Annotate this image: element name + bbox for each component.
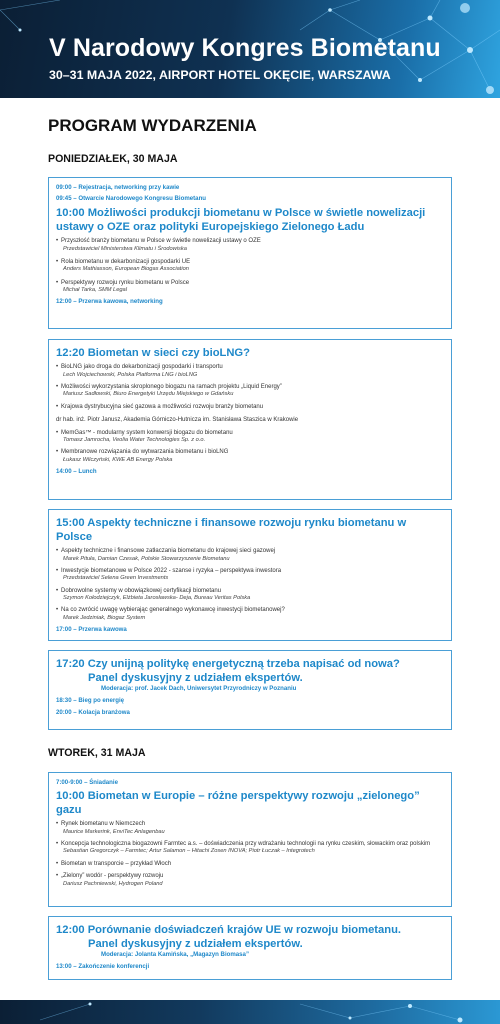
agenda-item: • BioLNG jako droga do dekarbonizacji gospodarki i transportu Lech Wojciechowski, Polska Platforma LNG i bioLNG [56,364,444,379]
session-box-wt-1200 [48,916,452,980]
agenda-item-speaker: Marek Pituła, Damian Czesak, Polskie Stowarzyszenie Biometanu [63,555,230,562]
agenda-item-speaker: Łukasz Wilczyński, KWE AB Energy Polska [63,456,173,463]
agenda-item-title: Biometan w transporcie – przykład Włoch [61,860,172,867]
session-title-line: 17:20 Czy unijną politykę energetyczną trzeba napisać od nowa? [56,658,400,670]
agenda-item-title: Krajowa dystrybucyjna sieć gazowa a możliwości rozwoju branży biometanu [61,403,264,410]
agenda-item: • Dobrowolne systemy w obowiązkowej certyfikacji biometanu Szymon Kołodziejczyk, Elżbieta Jarosławska- Deja, Bureau Veritas Polska [56,588,444,603]
panel-moderator: Moderacja: prof. Jacek Dach, Uniwersytet Przyrodniczy w Poznaniu [101,685,297,692]
agenda-item-title: Na co zwrócić uwagę wybierając generalnego wykonawcę inwestycji biometanowej? [61,607,285,614]
agenda-item-speaker: Mariusz Sadłowski, Biuro Energetyki Urzędu Miejskiego w Gdańsku [63,391,234,398]
agenda-item-speaker: Tomasz Jamrocha, Veolia Water Technologies Sp. z o.o. [63,437,206,444]
time-registration: 09:00 – Rejestracja, networking przy kawie [56,184,180,191]
session-title-line: Panel dyskusyjny z udziałem ekspertów. [88,938,303,950]
agenda-item: • Przyszłość branży biometanu w Polsce w świetle nowelizacji ustawy o OZE Przedstawiciel Ministerstwa Klimatu i Środowiska [56,238,444,253]
session-box-1500 [48,509,452,641]
header-banner [0,0,500,98]
agenda-item-title: Perspektywy rozwoju rynku biometanu w Polsce [61,279,190,286]
agenda-item: • Krajowa dystrybucyjna sieć gazowa a możliwości rozwoju branży biometanu [56,404,444,412]
congress-title: V Narodowy Kongres Biometanu [49,34,441,62]
day-title-monday: PONIEDZIAŁEK, 30 MAJA [48,153,178,165]
agenda-item-speaker: Anders Mathiasson, European Biogas Association [63,266,189,273]
panel-moderator: Moderacja: Jolanta Kamińska, „Magazyn Biomasa” [101,951,249,958]
agenda-item-speaker: Przedstawiciel Selena Green Investments [63,575,169,582]
session-box-1720 [48,650,452,730]
agenda-item-title: Koncepcja technologiczna biogazowni Farmtec a.s. – doświadczenia przy wdrażaniu technologii na rynku czeskim, słowackim oraz polskim [61,840,431,847]
agenda-item: • Inwestycje biometanowe w Polsce 2022 - szanse i ryzyka – perspektywa inwestora Przedstawiciel Selena Green Investments [56,568,444,583]
agenda-item-title: Rynek biometanu w Niemczech [61,821,146,827]
agenda-item: • Biometan w transporcie – przykład Włoch [56,861,444,869]
agenda-item-speaker: Marek Jedziniak, Biogaz System [63,614,146,621]
time-closing: 13:00 – Zakończenie konferencji [56,963,150,970]
day-title-tuesday: WTOREK, 31 MAJA [48,747,146,759]
agenda-item-title: Rola biometanu w dekarbonizacji gospodarki UE [61,258,191,265]
agenda-item-title: MemGas™ - modularny system konwersji biogazu do biometanu [61,429,233,436]
congress-date-venue: 30–31 MAJA 2022, AIRPORT HOTEL OKĘCIE, WARSZAWA [49,68,391,82]
agenda-item-speaker: Maurice Markerink, EnviTec Anlagenbau [63,828,165,835]
agenda-item-speaker: Lech Wojciechowski, Polska Platforma LNG i bioLNG [63,371,198,378]
session-title-line: 10:00 Możliwości produkcji biometanu w Polsce w świetle nowelizacji [56,207,426,219]
session-box-wt-1000 [48,772,452,907]
footer-banner [0,1000,500,1024]
agenda-speaker-line: dr hab. inż. Piotr Janusz, Akademia Górniczo-Hutnicza im. Stanisława Staszica w Krakowie [56,417,299,424]
agenda-item: • Możliwości wykorzystania skroplonego biogazu na ramach projektu „Liquid Energy” Mariusz Sadłowski, Biuro Energetyki Urzędu Miejskiego w Gdańsku [56,384,444,399]
agenda-item-title: Przyszłość branży biometanu w Polsce w świetle nowelizacji ustawy o OZE [61,238,261,244]
program-title: PROGRAM WYDARZENIA [48,116,257,135]
agenda-item-title: Możliwości wykorzystania skroplonego biogazu na ramach projektu „Liquid Energy” [61,383,282,390]
session-title-wt-1000: 10:00 Biometan w Europie – różne perspektywy rozwoju „zielonego” gazu [56,790,420,816]
agenda-item-title: Dobrowolne systemy w obowiązkowej certyfikacji biometanu [61,587,222,594]
session-title-line: ustawy o OZE oraz polityki Europejskiego Zielonego Ładu [56,221,365,233]
agenda-item: • Membranowe rozwiązania do wytwarzania biometanu i bioLNG Łukasz Wilczyński, KWE AB Energy Polska [56,449,444,464]
session-box-1220 [48,339,452,500]
agenda-item: • „Zielony” wodór - perspektywy rozwoju Dariusz Pachniewski, Hydrogen Poland [56,873,444,888]
agenda-item-speaker: Sebastian Gregorczyk – Farmtec; Artur Salamon – Hitachi Zosen INOVA; Piotr Łuczak – Integrotech [63,848,315,855]
agenda-item-title: „Zielony” wodór - perspektywy rozwoju [61,873,164,880]
session-title-1500: 15:00 Aspekty techniczne i finansowe rozwoju rynku biometanu w Polsce [56,517,407,543]
agenda-item: • Aspekty techniczne i finansowe zatłaczania biometanu do krajowej sieci gazowej Marek Pituła, Damian Czesak, Polskie Stowarzyszenie Biometanu [56,548,444,563]
agenda-item-speaker: Michał Tarka, SMM Legal [63,287,127,294]
time-lunch: 14:00 – Lunch [56,468,97,476]
session-box-1000 [48,177,452,329]
agenda-item: • Na co zwrócić uwagę wybierając generalnego wykonawcę inwestycji biometanowej? Marek Jedziniak, Biogaz System [56,607,444,622]
time-opening: 09:45 – Otwarcie Narodowego Kongresu Biometanu [56,195,207,202]
session-title-line: Panel dyskusyjny z udziałem ekspertów. [88,672,303,684]
agenda-item-title: Membranowe rozwiązania do wytwarzania biometanu i bioLNG [61,449,229,456]
agenda-item: • Koncepcja technologiczna biogazowni Farmtec a.s. – doświadczenia przy wdrażaniu technologii na rynku czeskim, słowackim oraz polskim Sebastian Gregorczyk – Farmtec; Artur Salamon – Hitachi Zosen INOVA; Piotr Łuczak – Integrotech [56,841,444,856]
time-dinner: 20:00 – Kolacja branżowa [56,709,130,716]
panel-title-wt-1200 [56,923,444,951]
session-title-line: 12:00 Porównanie doświadczeń krajów UE w rozwoju biometanu. [56,924,402,936]
session-title-1220: 12:20 Biometan w sieci czy bioLNG? [56,347,250,359]
time-breakfast: 7:00-9:00 – Śniadanie [56,779,118,786]
agenda-item-speaker: Szymon Kołodziejczyk, Elżbieta Jarosławska- Deja, Bureau Veritas Polska [63,595,251,602]
panel-title-1720 [56,657,444,685]
agenda-item-title: Aspekty techniczne i finansowe zatłaczania biometanu do krajowej sieci gazowej [61,548,276,554]
agenda-item: • Rynek biometanu w Niemczech Maurice Markerink, EnviTec Anlagenbau [56,821,444,836]
agenda-item: • Perspektywy rozwoju rynku biometanu w Polsce Michał Tarka, SMM Legal [56,280,444,295]
agenda-item-title: Inwestycje biometanowe w Polsce 2022 - szanse i ryzyka – perspektywa inwestora [61,567,282,574]
agenda-item: • Rola biometanu w dekarbonizacji gospodarki UE Anders Mathiasson, European Biogas Association [56,259,444,274]
agenda-item-speaker: Przedstawiciel Ministerstwa Klimatu i Środowiska [63,245,187,252]
time-coffee-break: 12:00 – Przerwa kawowa, networking [56,298,163,306]
agenda-item-title: BioLNG jako droga do dekarbonizacji gospodarki i transportu [61,364,223,370]
agenda-item-speaker: Dariusz Pachniewski, Hydrogen Poland [63,880,163,887]
time-run: 18:30 – Bieg po energię [56,697,125,704]
agenda-item: • MemGas™ - modularny system konwersji biogazu do biometanu Tomasz Jamrocha, Veolia Water Technologies Sp. z o.o. [56,430,444,445]
time-coffee-break: 17:00 – Przerwa kawowa [56,626,127,634]
session-title-1000 [56,206,444,234]
network-pattern-icon [0,1000,500,1024]
